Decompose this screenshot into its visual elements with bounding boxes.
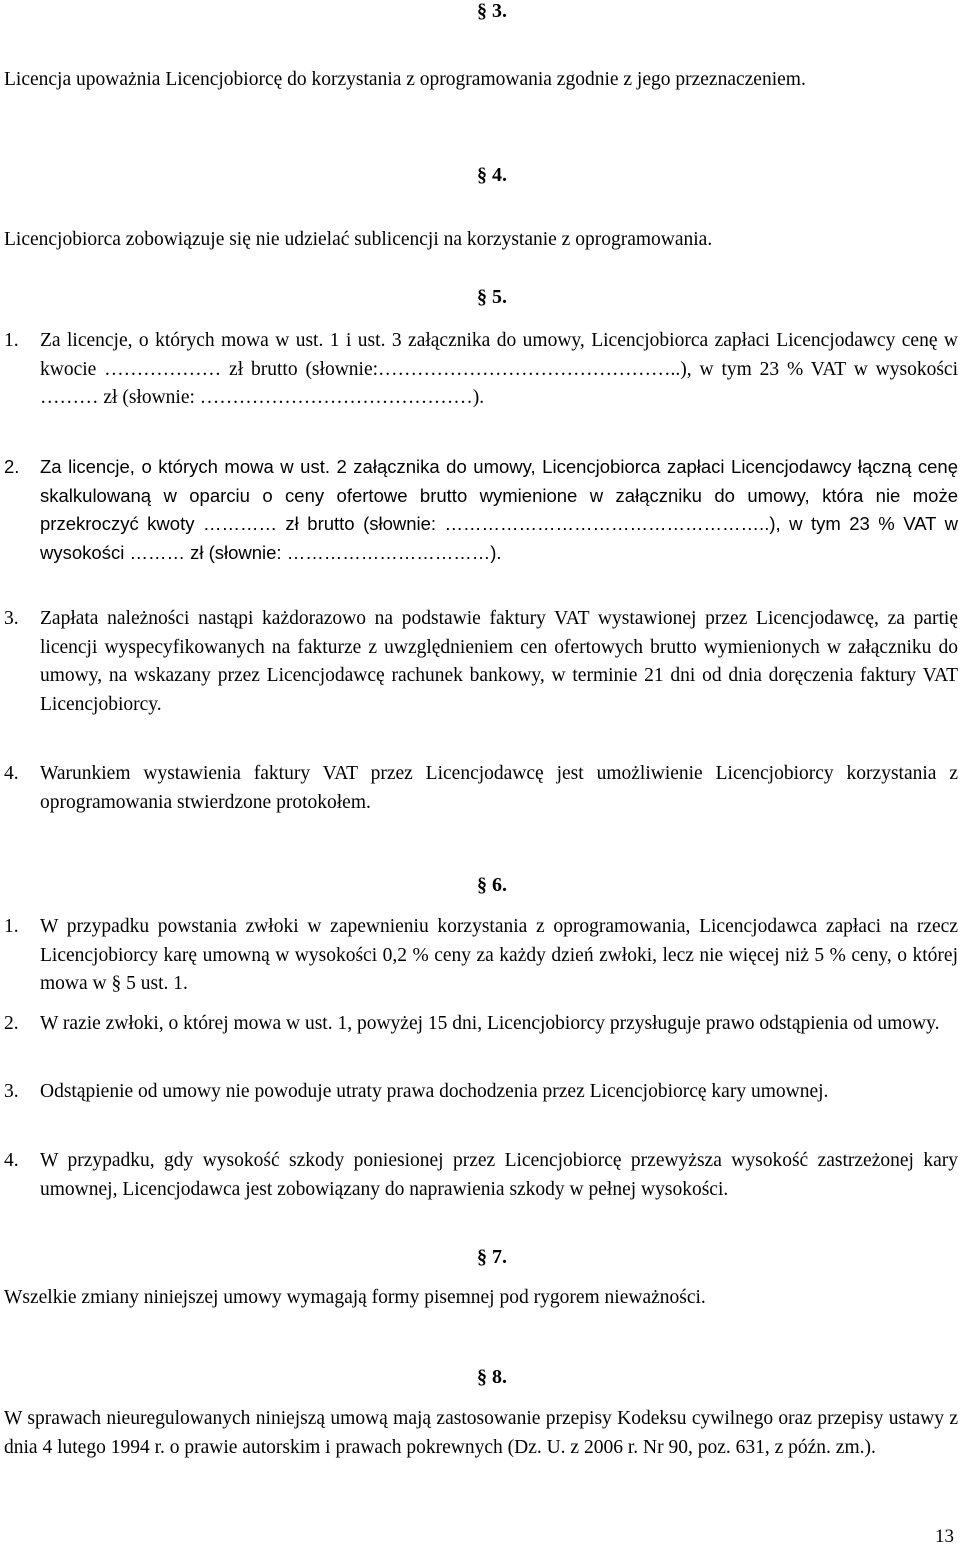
item-text: Warunkiem wystawienia faktury VAT przez Licencjodawcę jest umożliwienie Licencjobiorcy korzystania z oprogramowania stwierdzone protokołem. bbox=[40, 763, 958, 813]
item-text: W przypadku powstania zwłoki w zapewnieniu korzystania z oprogramowania, Licencjodawca zapłaci na rzecz Licencjobiorcy karę umowną w wysokości 0,2 % ceny za każdy dzień zwłoki, lecz nie więcej niż 5 % ceny, o której mowa w § 5 ust. 1. bbox=[40, 916, 958, 994]
item-number: 1. bbox=[4, 330, 19, 351]
section-6-item-4 bbox=[4, 1147, 958, 1204]
item-number: 3. bbox=[4, 1081, 19, 1102]
section-3-text: Licencja upoważnia Licencjobiorcę do korzystania z oprogramowania zgodnie z jego przeznaczeniem. bbox=[4, 69, 806, 90]
item-text: Za licencje, o których mowa w ust. 1 i ust. 3 załącznika do umowy, Licencjobiorca zapłaci Licencjodawcy cenę w kwocie ……………… zł brutto (słownie:………………………………………..), w tym 23 % VAT w wysokości ……… zł (słownie: ……………………………………). bbox=[40, 330, 958, 408]
item-number: 1. bbox=[4, 916, 19, 937]
section-3-heading: § 3. bbox=[477, 0, 507, 22]
page-number: 13 bbox=[935, 1526, 954, 1547]
item-number: 3. bbox=[4, 608, 19, 629]
item-text: Zapłata należności nastąpi każdorazowo na podstawie faktury VAT wystawionej przez Licencjodawcę, za partię licencji wyspecyfikowanych na fakturze z uwzględnieniem cen ofertowych brutto wymienionych w załączniku do umowy, na wskazany przez Licencjodawcę rachunek bankowy, w terminie 21 dni od dnia doręczenia faktury VAT Licencjobiorcy. bbox=[40, 608, 958, 715]
section-6-heading: § 6. bbox=[477, 874, 507, 896]
section-5-heading: § 5. bbox=[477, 286, 507, 308]
item-number: 4. bbox=[4, 1150, 19, 1171]
section-7-heading: § 7. bbox=[477, 1246, 507, 1268]
section-4-text: Licencjobiorca zobowiązuje się nie udzielać sublicencji na korzystanie z oprogramowania. bbox=[4, 229, 713, 250]
section-5-item-1 bbox=[4, 327, 958, 413]
section-5-item-4 bbox=[4, 760, 958, 817]
item-text: W razie zwłoki, o której mowa w ust. 1, powyżej 15 dni, Licencjobiorcy przysługuje prawo odstąpienia od umowy. bbox=[40, 1013, 940, 1034]
section-6-item-1 bbox=[4, 913, 958, 999]
section-7-text: Wszelkie zmiany niniejszej umowy wymagają formy pisemnej pod rygorem nieważności. bbox=[4, 1287, 706, 1308]
item-number: 2. bbox=[4, 456, 20, 477]
section-6-item-3 bbox=[4, 1078, 958, 1107]
item-number: 2. bbox=[4, 1013, 19, 1034]
item-number: 4. bbox=[4, 763, 19, 784]
item-text: Za licencje, o których mowa w ust. 2 załącznika do umowy, Licencjobiorca zapłaci Licencjodawcy łączną cenę skalkulowaną w oparciu o ceny ofertowe brutto wymienione w załączniku do umowy, która nie może przekroczyć kwoty ………… zł brutto (słownie: ……………………………………………..), w tym 23 % VAT w wysokości ……… zł (słownie: ……………………………). bbox=[40, 456, 958, 563]
section-6-item-2 bbox=[4, 1010, 958, 1039]
section-4-heading: § 4. bbox=[477, 164, 507, 186]
section-8-text: W sprawach nieuregulowanych niniejszą umową mają zastosowanie przepisy Kodeksu cywilnego oraz przepisy ustawy z dnia 4 lutego 1994 r. o prawie autorskim i prawach pokrewnych (Dz. U. z 2006 r. Nr 90, poz. 631, z późn. zm.). bbox=[4, 1408, 958, 1458]
section-5-item-3 bbox=[4, 605, 958, 719]
item-text: W przypadku, gdy wysokość szkody poniesionej przez Licencjobiorcę przewyższa wysokość zastrzeżonej kary umownej, Licencjodawca jest zobowiązany do naprawienia szkody w pełnej wysokości. bbox=[40, 1150, 958, 1200]
item-text: Odstąpienie od umowy nie powoduje utraty prawa dochodzenia przez Licencjobiorcę kary umownej. bbox=[40, 1081, 829, 1102]
section-5-item-2 bbox=[4, 453, 958, 567]
section-8-heading: § 8. bbox=[477, 1366, 507, 1388]
